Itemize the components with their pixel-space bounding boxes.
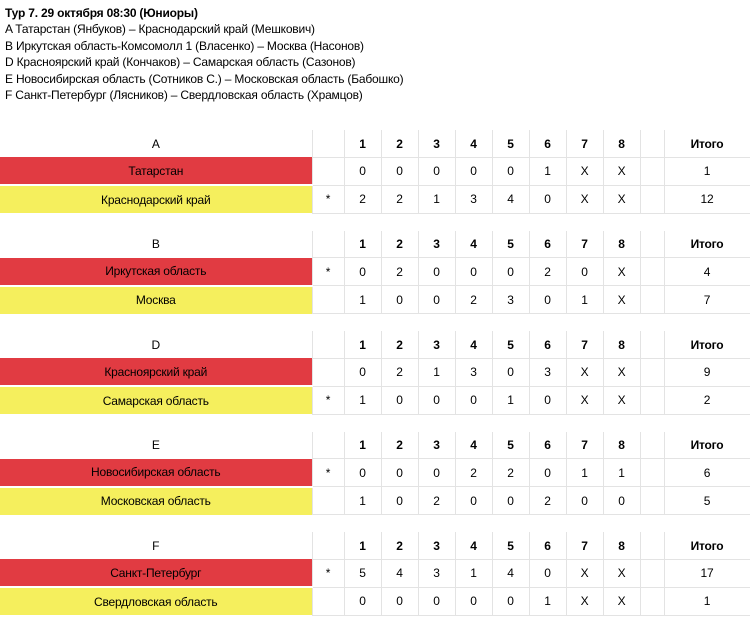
group-letter: A (151, 136, 160, 151)
team-row-yellow (0, 487, 750, 515)
total-score-cell: 12 (664, 185, 750, 213)
end-score-cell: 1 (418, 358, 455, 386)
hammer-star: * (312, 185, 344, 213)
hammer-star (312, 487, 344, 515)
end-score-cell: 0 (455, 386, 492, 414)
end-score-cell: 2 (381, 185, 418, 213)
total-header: Итого (664, 130, 750, 157)
total-header: Итого (664, 532, 750, 559)
end-score-cell: 1 (344, 386, 381, 414)
end-number-header: 3 (418, 130, 455, 157)
end-score-cell: 0 (381, 286, 418, 314)
group-score-table (0, 432, 750, 516)
spacer-column (640, 185, 664, 213)
end-number-header: 6 (529, 432, 566, 459)
end-number-header: 1 (344, 432, 381, 459)
end-score-cell: 0 (529, 459, 566, 487)
end-number-header: 3 (418, 532, 455, 559)
hammer-star: * (312, 258, 344, 286)
spacer-column (640, 532, 664, 559)
team-row-yellow (0, 286, 750, 314)
match-line-a: A Татарстан (Янбуков) – Краснодарский край (Мешкович) (5, 22, 315, 37)
total-score-cell: 4 (664, 258, 750, 286)
total-score-cell: 7 (664, 286, 750, 314)
end-number-header: 7 (566, 231, 603, 258)
table-header-row (0, 130, 750, 157)
end-number-header: 4 (455, 130, 492, 157)
end-number-header: 7 (566, 432, 603, 459)
end-number-header: 5 (492, 432, 529, 459)
end-number-header: 4 (455, 331, 492, 358)
hammer-star: * (312, 386, 344, 414)
hammer-column-header (312, 532, 344, 559)
end-score-cell: 1 (418, 185, 455, 213)
total-score-cell: 1 (664, 587, 750, 615)
end-number-header: 5 (492, 331, 529, 358)
table-header-row (0, 432, 750, 459)
end-score-cell: 0 (603, 487, 640, 515)
team-name-cell: Санкт-Петербург (0, 559, 312, 587)
spacer-column (640, 559, 664, 587)
end-score-cell: 0 (418, 587, 455, 615)
end-score-cell: 0 (381, 386, 418, 414)
end-number-header: 3 (418, 432, 455, 459)
group-score-table (0, 532, 750, 616)
total-score-cell: 6 (664, 459, 750, 487)
end-score-cell: 0 (529, 386, 566, 414)
total-header: Итого (664, 331, 750, 358)
end-score-cell: 0 (381, 587, 418, 615)
end-score-cell: 2 (381, 358, 418, 386)
end-score-cell: 1 (566, 286, 603, 314)
spacer-column (640, 386, 664, 414)
spacer-column (640, 258, 664, 286)
end-score-cell: 0 (418, 286, 455, 314)
end-score-cell: X (603, 157, 640, 185)
end-score-cell: 2 (455, 286, 492, 314)
end-score-cell: 2 (344, 185, 381, 213)
team-name-cell: Красноярский край (0, 358, 312, 386)
end-number-header: 4 (455, 231, 492, 258)
spacer-column (640, 231, 664, 258)
end-number-header: 5 (492, 130, 529, 157)
end-score-cell: 2 (529, 258, 566, 286)
team-row-yellow (0, 587, 750, 615)
hammer-star (312, 157, 344, 185)
end-score-cell: X (566, 587, 603, 615)
end-score-cell: X (566, 157, 603, 185)
end-number-header: 2 (381, 331, 418, 358)
end-number-header: 6 (529, 532, 566, 559)
end-score-cell: 0 (381, 487, 418, 515)
match-line-d: D Красноярский край (Кончаков) – Самарская область (Сазонов) (5, 55, 356, 70)
end-score-cell: X (566, 386, 603, 414)
end-score-cell: 0 (492, 587, 529, 615)
end-score-cell: 0 (529, 559, 566, 587)
team-name-cell: Московская область (0, 487, 312, 515)
total-header: Итого (664, 231, 750, 258)
team-name-cell: Самарская область (0, 386, 312, 414)
end-score-cell: X (603, 258, 640, 286)
end-number-header: 4 (455, 432, 492, 459)
end-score-cell: X (566, 559, 603, 587)
end-score-cell: 0 (418, 459, 455, 487)
end-score-cell: 0 (344, 459, 381, 487)
table-header-row (0, 331, 750, 358)
end-score-cell: 3 (492, 286, 529, 314)
end-score-cell: 0 (344, 157, 381, 185)
end-score-cell: 0 (455, 587, 492, 615)
end-number-header: 1 (344, 532, 381, 559)
end-score-cell: 3 (529, 358, 566, 386)
end-number-header: 6 (529, 231, 566, 258)
round-title: Тур 7. 29 октября 08:30 (Юниоры) (5, 6, 198, 20)
end-number-header: 2 (381, 231, 418, 258)
spacer-column (640, 432, 664, 459)
end-score-cell: 0 (492, 487, 529, 515)
end-score-cell: 0 (455, 157, 492, 185)
end-score-cell: 3 (455, 358, 492, 386)
end-score-cell: X (603, 358, 640, 386)
end-score-cell: 0 (418, 157, 455, 185)
hammer-star (312, 286, 344, 314)
hammer-star: * (312, 559, 344, 587)
end-score-cell: 1 (344, 487, 381, 515)
team-row-red (0, 258, 750, 286)
group-letter: B (151, 237, 160, 252)
end-score-cell: 1 (566, 459, 603, 487)
total-score-cell: 5 (664, 487, 750, 515)
end-score-cell: 0 (344, 587, 381, 615)
table-header-row (0, 532, 750, 559)
end-score-cell: 0 (566, 258, 603, 286)
end-score-cell: 3 (418, 559, 455, 587)
hammer-star: * (312, 459, 344, 487)
team-row-yellow (0, 185, 750, 213)
end-score-cell: 2 (455, 459, 492, 487)
hammer-star (312, 587, 344, 615)
round-header (0, 0, 750, 103)
hammer-column-header (312, 432, 344, 459)
end-number-header: 8 (603, 130, 640, 157)
score-tables (0, 130, 750, 616)
team-name-cell: Новосибирская область (0, 459, 312, 487)
end-score-cell: 4 (492, 559, 529, 587)
end-number-header: 2 (381, 130, 418, 157)
end-score-cell: 2 (529, 487, 566, 515)
end-number-header: 1 (344, 231, 381, 258)
spacer-column (640, 358, 664, 386)
end-score-cell: X (603, 185, 640, 213)
end-score-cell: 0 (344, 258, 381, 286)
end-score-cell: 1 (529, 157, 566, 185)
match-line-f: F Санкт-Петербург (Лясников) – Свердловская область (Храмцов) (5, 88, 363, 103)
spacer-column (640, 331, 664, 358)
total-score-cell: 9 (664, 358, 750, 386)
team-row-red (0, 559, 750, 587)
end-score-cell: 1 (455, 559, 492, 587)
end-score-cell: 0 (529, 286, 566, 314)
end-score-cell: 1 (603, 459, 640, 487)
end-score-cell: 0 (455, 258, 492, 286)
hammer-column-header (312, 130, 344, 157)
end-number-header: 8 (603, 432, 640, 459)
team-row-red (0, 358, 750, 386)
end-score-cell: 5 (344, 559, 381, 587)
end-score-cell: 3 (455, 185, 492, 213)
end-number-header: 3 (418, 231, 455, 258)
team-name-cell: Татарстан (0, 157, 312, 185)
team-name-cell: Иркутская область (0, 258, 312, 286)
team-name-cell: Краснодарский край (0, 185, 312, 213)
end-score-cell: X (603, 386, 640, 414)
total-score-cell: 17 (664, 559, 750, 587)
end-score-cell: 0 (492, 258, 529, 286)
end-score-cell: X (566, 185, 603, 213)
end-score-cell: 0 (566, 487, 603, 515)
group-letter: F (152, 538, 160, 553)
end-score-cell: 2 (418, 487, 455, 515)
team-name-cell: Свердловская область (0, 587, 312, 615)
spacer-column (640, 157, 664, 185)
end-score-cell: X (603, 559, 640, 587)
end-score-cell: 0 (455, 487, 492, 515)
end-score-cell: 0 (492, 157, 529, 185)
group-score-table (0, 130, 750, 214)
end-number-header: 3 (418, 331, 455, 358)
end-number-header: 8 (603, 231, 640, 258)
hammer-column-header (312, 231, 344, 258)
end-number-header: 5 (492, 532, 529, 559)
end-number-header: 4 (455, 532, 492, 559)
total-header: Итого (664, 432, 750, 459)
end-score-cell: 4 (492, 185, 529, 213)
group-score-table (0, 231, 750, 315)
end-number-header: 8 (603, 532, 640, 559)
end-score-cell: 2 (492, 459, 529, 487)
end-score-cell: 0 (381, 459, 418, 487)
end-score-cell: 4 (381, 559, 418, 587)
spacer-column (640, 130, 664, 157)
end-number-header: 7 (566, 331, 603, 358)
team-row-yellow (0, 386, 750, 414)
end-number-header: 7 (566, 532, 603, 559)
end-score-cell: 2 (381, 258, 418, 286)
spacer-column (640, 286, 664, 314)
hammer-star (312, 358, 344, 386)
group-letter: E (151, 438, 160, 453)
total-score-cell: 1 (664, 157, 750, 185)
total-score-cell: 2 (664, 386, 750, 414)
table-header-row (0, 231, 750, 258)
end-score-cell: 0 (529, 185, 566, 213)
end-score-cell: 0 (492, 358, 529, 386)
match-line-e: E Новосибирская область (Сотников С.) – Московская область (Бабошко) (5, 71, 404, 86)
end-score-cell: 0 (418, 258, 455, 286)
team-name-cell: Москва (0, 286, 312, 314)
end-number-header: 8 (603, 331, 640, 358)
match-line-b: B Иркутская область-Комсомолл 1 (Власенко) – Москва (Насонов) (5, 38, 364, 53)
end-score-cell: 0 (418, 386, 455, 414)
team-row-red (0, 157, 750, 185)
end-score-cell: 1 (344, 286, 381, 314)
end-number-header: 7 (566, 130, 603, 157)
end-number-header: 5 (492, 231, 529, 258)
end-score-cell: 0 (344, 358, 381, 386)
end-number-header: 6 (529, 331, 566, 358)
end-number-header: 6 (529, 130, 566, 157)
end-score-cell: X (603, 587, 640, 615)
end-number-header: 1 (344, 331, 381, 358)
team-row-red (0, 459, 750, 487)
end-number-header: 2 (381, 532, 418, 559)
spacer-column (640, 459, 664, 487)
end-score-cell: 0 (381, 157, 418, 185)
hammer-column-header (312, 331, 344, 358)
end-number-header: 2 (381, 432, 418, 459)
end-score-cell: X (603, 286, 640, 314)
spacer-column (640, 587, 664, 615)
group-letter: D (151, 337, 160, 352)
spacer-column (640, 487, 664, 515)
group-score-table (0, 331, 750, 415)
end-score-cell: 1 (529, 587, 566, 615)
end-score-cell: X (566, 358, 603, 386)
end-number-header: 1 (344, 130, 381, 157)
end-score-cell: 1 (492, 386, 529, 414)
